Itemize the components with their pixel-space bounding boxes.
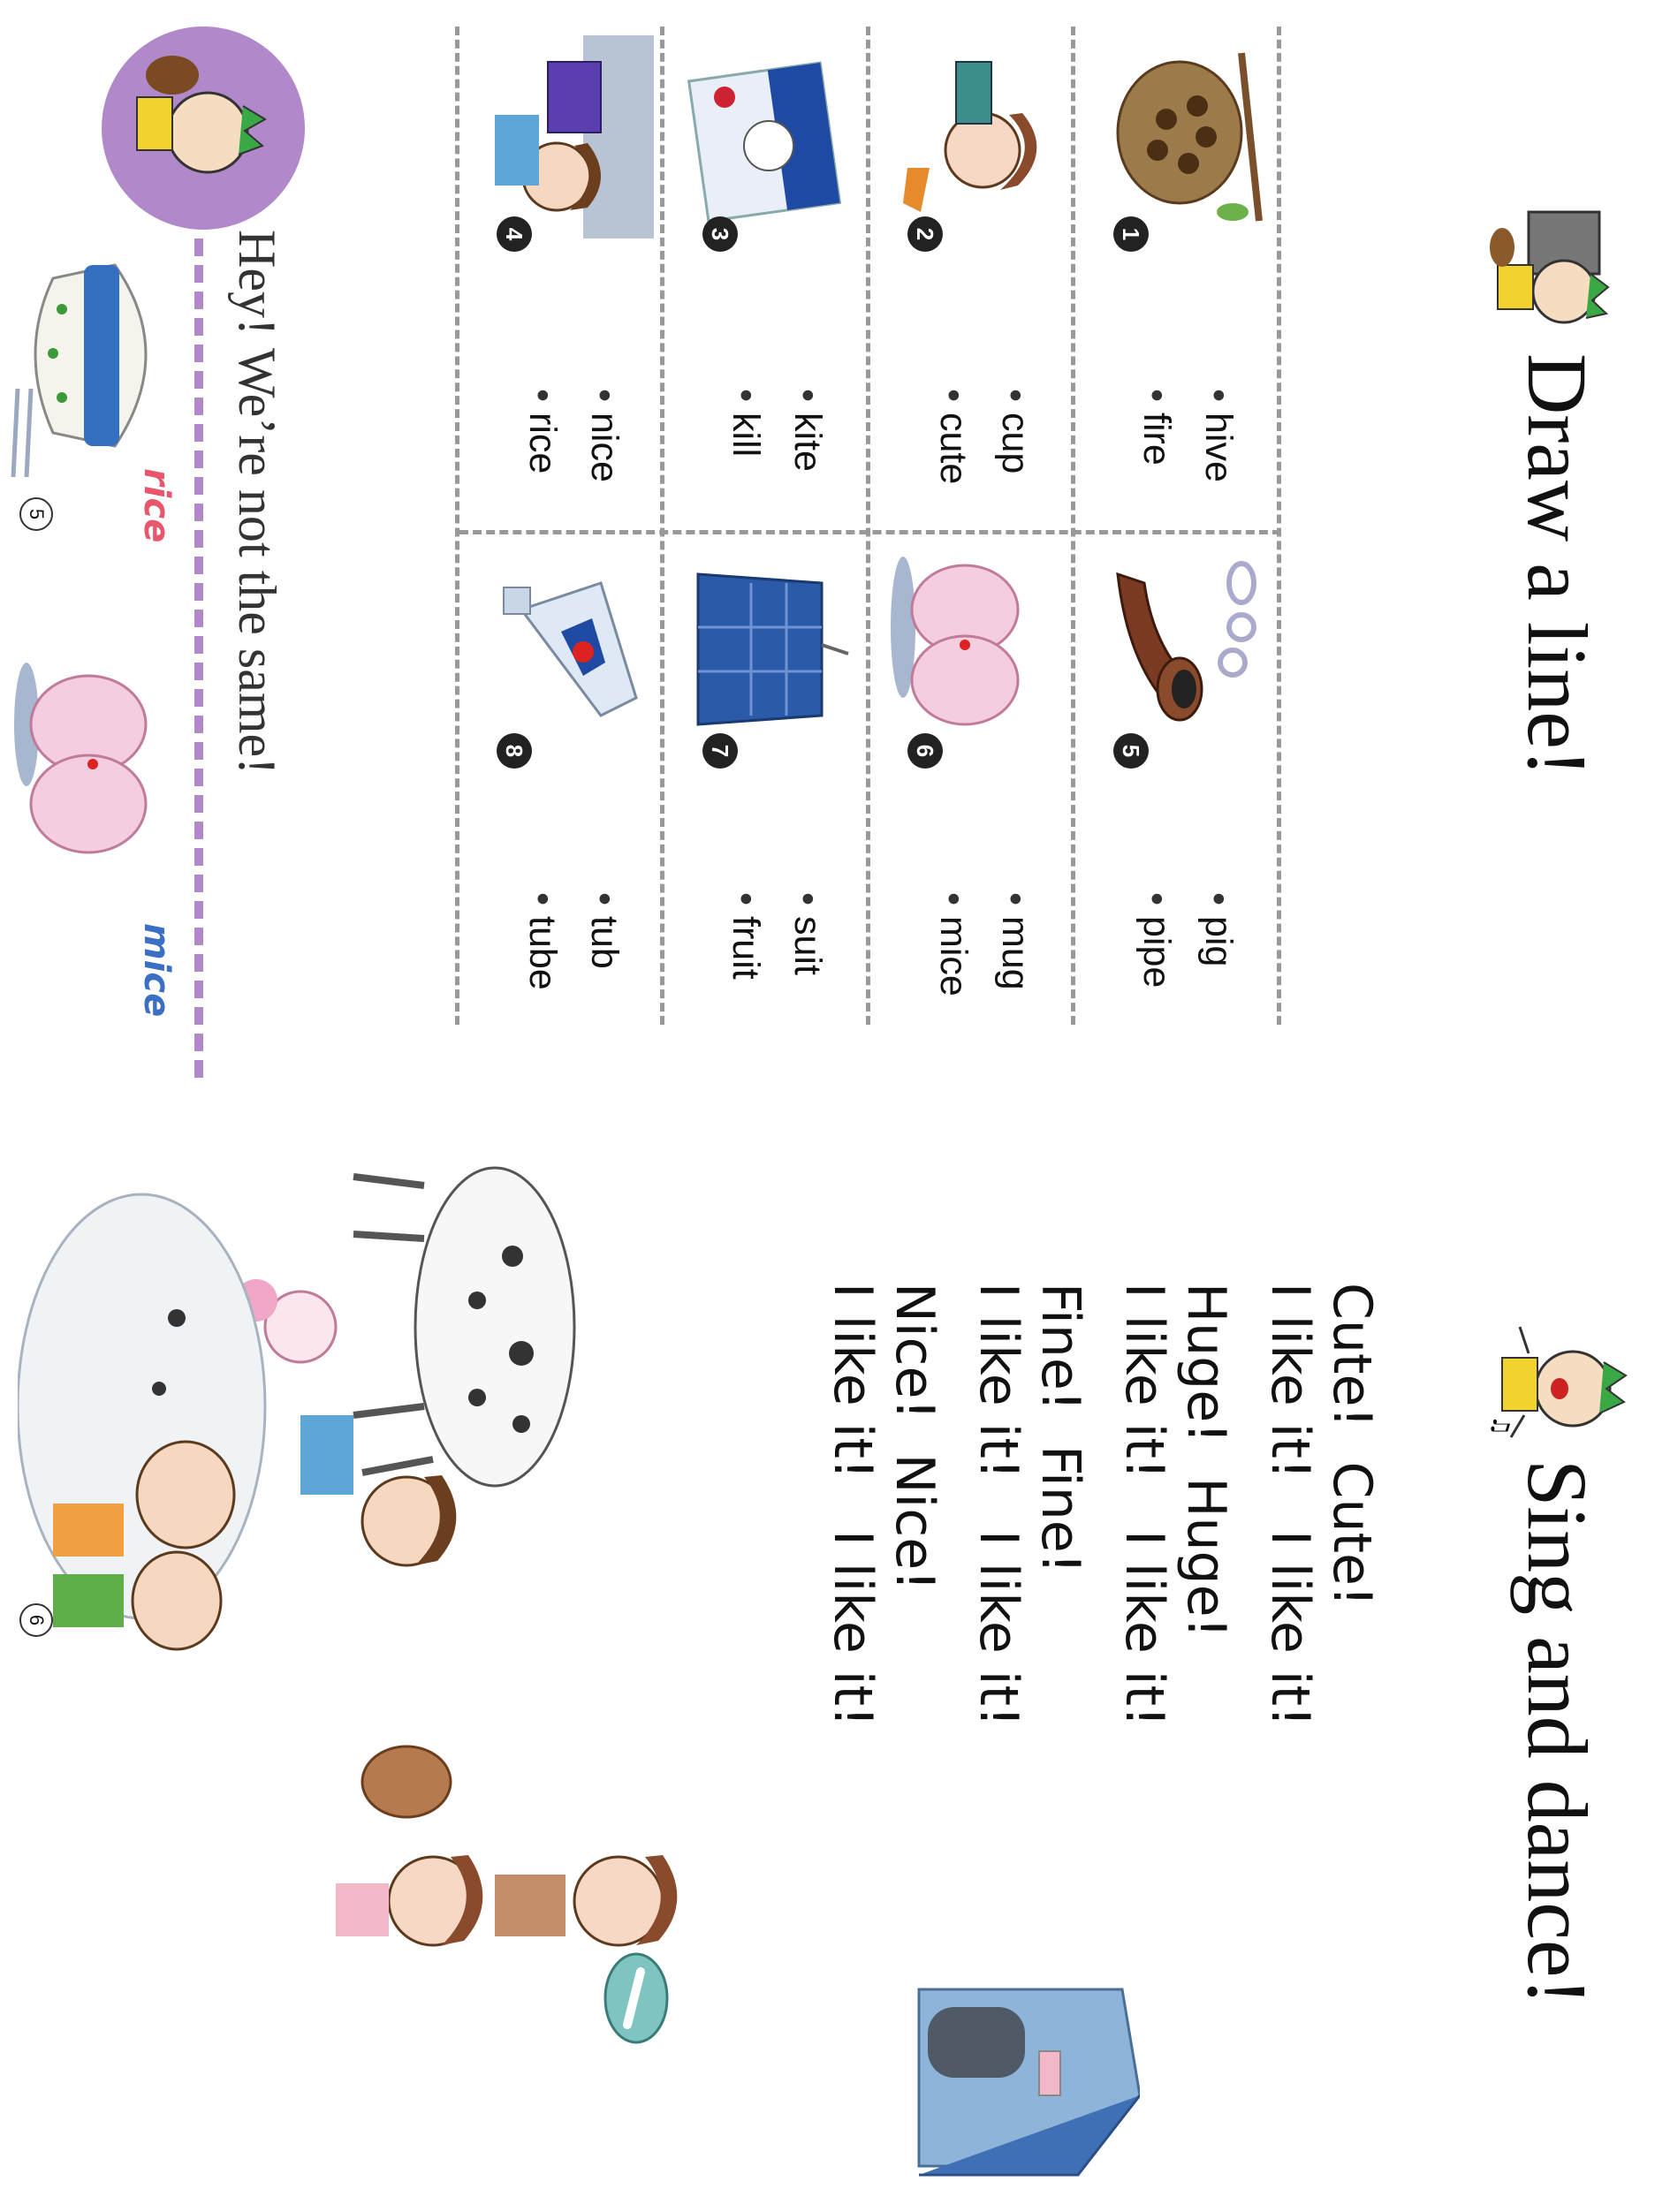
tube-picture bbox=[477, 548, 654, 751]
choice-word[interactable]: • mug bbox=[996, 892, 1034, 990]
choice-word[interactable]: • kite bbox=[788, 389, 826, 472]
grid-line-middle bbox=[459, 530, 1281, 534]
doghouse-picture bbox=[910, 1954, 1140, 2193]
rice-tag: rice bbox=[136, 468, 177, 543]
right-page-title: Sing and dance! bbox=[1510, 1459, 1605, 2006]
grid-line-1 bbox=[1071, 27, 1075, 1025]
choice-word[interactable]: • tub bbox=[585, 892, 623, 969]
choice-word[interactable]: • nice bbox=[585, 389, 623, 482]
grid-line-bottom bbox=[455, 27, 459, 1025]
item-number: 6 bbox=[907, 733, 943, 769]
song-line: Fine! Fine! bbox=[1029, 1283, 1091, 1574]
singing-boy-icon bbox=[1484, 1309, 1635, 1442]
choice-word[interactable]: • pipe bbox=[1137, 892, 1175, 988]
left-page-title: Draw a line! bbox=[1510, 353, 1605, 777]
page-number: 5 bbox=[19, 497, 53, 531]
song-line: I like it! I like it! bbox=[822, 1283, 884, 1728]
song-line: I like it! I like it! bbox=[968, 1283, 1029, 1728]
choice-word[interactable]: • suit bbox=[788, 892, 826, 975]
choice-word[interactable]: • cute bbox=[934, 389, 972, 484]
item-number: 3 bbox=[702, 216, 738, 252]
item-number: 2 bbox=[907, 216, 943, 252]
choice-word[interactable]: • kill bbox=[726, 389, 764, 457]
choice-word[interactable]: • pig bbox=[1199, 892, 1237, 966]
grid-line-2 bbox=[866, 27, 870, 1025]
song-line: Nice! Nice! bbox=[884, 1283, 945, 1592]
item-number: 4 bbox=[497, 216, 532, 252]
pipe-picture bbox=[1091, 548, 1268, 751]
mice-bottom-picture bbox=[9, 654, 177, 910]
speaker-badge bbox=[102, 27, 305, 230]
item-number: 1 bbox=[1113, 216, 1149, 252]
mice-picture bbox=[885, 548, 1062, 751]
choice-word[interactable]: • hive bbox=[1199, 389, 1237, 482]
song-line: I like it! I like it! bbox=[1259, 1283, 1321, 1728]
item-number: 8 bbox=[497, 733, 532, 769]
item-number: 5 bbox=[1113, 733, 1149, 769]
mice-tag: mice bbox=[136, 923, 177, 1018]
suit-picture bbox=[680, 548, 857, 751]
song-line: Cute! Cute! bbox=[1321, 1283, 1383, 1607]
grid-line-top bbox=[1277, 27, 1281, 1025]
rice-bowl-picture bbox=[9, 256, 168, 477]
choice-word[interactable]: • rice bbox=[523, 389, 561, 473]
hive-picture bbox=[1091, 35, 1268, 239]
boy-with-gift-picture bbox=[477, 35, 654, 239]
page-number: 6 bbox=[19, 1603, 53, 1637]
kids-with-cat-picture bbox=[327, 1742, 698, 2060]
choice-word[interactable]: • mice bbox=[934, 892, 972, 996]
kite-picture bbox=[680, 35, 857, 239]
item-number: 7 bbox=[702, 733, 738, 769]
choice-word[interactable]: • fire bbox=[1137, 389, 1175, 466]
dialogue-divider bbox=[194, 239, 203, 1078]
girl-with-cup-picture bbox=[885, 35, 1062, 239]
boy-and-dog-icon bbox=[102, 27, 305, 230]
svg-text:♫: ♫ bbox=[1487, 1415, 1514, 1436]
boy-with-box-icon bbox=[1484, 203, 1626, 336]
song-line: Huge! Huge! bbox=[1175, 1283, 1237, 1639]
grid-line-3 bbox=[660, 27, 664, 1025]
song-line: I like it! I like it! bbox=[1113, 1283, 1175, 1728]
dialogue-caption: Hey! We’re not the same! bbox=[228, 230, 286, 776]
right-page bbox=[0, 1106, 1670, 2212]
choice-word[interactable]: • tube bbox=[523, 892, 561, 990]
choice-word[interactable]: • fruit bbox=[726, 892, 764, 980]
choice-word[interactable]: • cup bbox=[996, 389, 1034, 473]
dalmatian-with-boy-picture bbox=[18, 1124, 636, 1654]
